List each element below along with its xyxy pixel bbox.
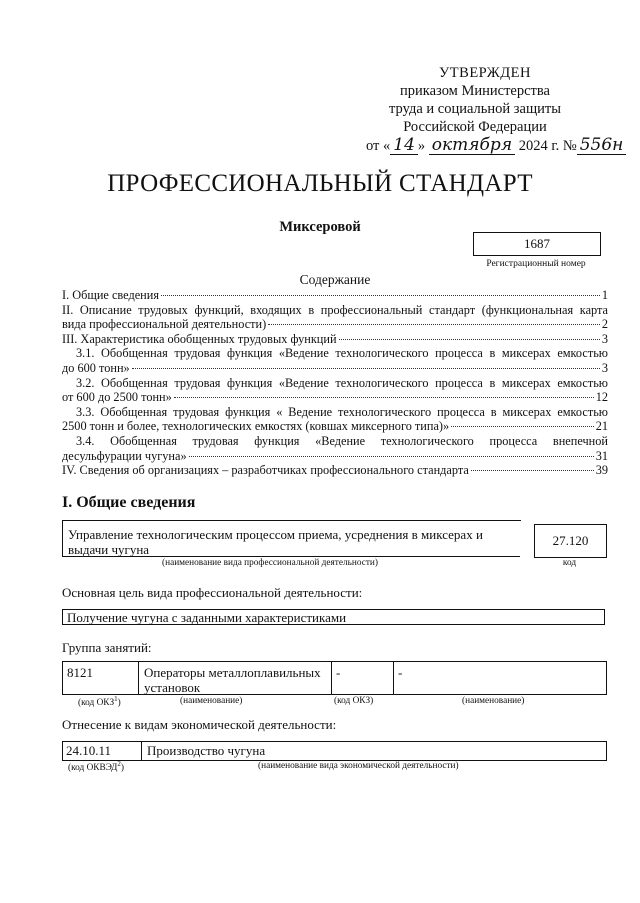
- okved-table: [62, 741, 607, 761]
- okz-code: 8121: [67, 665, 93, 680]
- activity-name-label: (наименование вида профессиональной деятельности): [162, 558, 378, 568]
- registration-number-label: Регистрационный номер: [486, 259, 586, 269]
- order-number: 556н: [577, 136, 627, 155]
- okz-name-label-2: (наименование): [462, 696, 525, 706]
- approval-date-line: [366, 136, 626, 155]
- okz-code-label: (код ОКЗ$^1$): [78, 695, 121, 709]
- activity-code-label: код: [562, 558, 577, 568]
- okz-name-2: -: [398, 665, 403, 680]
- okz-code-2: -: [336, 665, 341, 680]
- toc-item[interactable]: IV. Сведения об организациях – разработчиках профессионального стандарта 39: [62, 463, 608, 478]
- standard-name: Миксеровой: [279, 219, 361, 235]
- registration-number-box: 1687: [473, 232, 601, 256]
- date-mid: »: [417, 138, 426, 154]
- group-table: [62, 661, 607, 695]
- approval-line-3: Российской Федерации: [403, 119, 547, 135]
- date-day: 14: [390, 136, 418, 155]
- okved-label: Отнесение к видам экономической деятельности:: [62, 717, 337, 732]
- divider: [62, 556, 520, 557]
- contents-heading: Содержание: [299, 272, 371, 287]
- approval-line-1: приказом Министерства: [400, 83, 550, 99]
- document-title: ПРОФЕССИОНАЛЬНЫЙ СТАНДАРТ: [107, 170, 533, 197]
- toc-item[interactable]: II. Описание трудовых функций, входящих в профессиональный стандарт (функциональная карта вида профессиональной деятельности) 2: [62, 302, 608, 332]
- section-heading: I. Общие сведения: [62, 494, 196, 511]
- okz-name: Операторы металлоплавильных установок: [144, 665, 321, 695]
- okz-code-label-2: (код ОКЗ): [334, 696, 374, 706]
- table-of-contents: [62, 288, 608, 478]
- okved-code-label: (код ОКВЭД$^2$): [68, 760, 124, 774]
- activity-code: 27.120: [534, 524, 607, 558]
- okved-code: 24.10.11: [66, 743, 112, 758]
- toc-item[interactable]: 3.1. Обобщенная трудовая функция «Ведение технологического процесса в миксерах емкостью до 600 тонн» 3: [62, 346, 608, 375]
- toc-item[interactable]: I. Общие сведения 1: [62, 288, 608, 302]
- approval-title: УТВЕРЖДЕН: [439, 65, 531, 81]
- goal-label: Основная цель вида профессиональной деятельности:: [62, 585, 363, 600]
- toc-item[interactable]: 3.4. Обобщенная трудовая функция «Ведение технологического процесса внепечной десульфурации чугуна» 31: [62, 433, 608, 463]
- okved-name: Производство чугуна: [147, 743, 266, 758]
- group-label: Группа занятий:: [62, 640, 152, 655]
- approval-line-2: труда и социальной защиты: [389, 101, 561, 117]
- activity-name: Управление технологическим процессом приема, усреднения в миксерах и выдачи чугуна: [68, 527, 483, 557]
- date-month: октября: [429, 136, 515, 155]
- date-year: 2024 г. №: [518, 138, 577, 154]
- toc-item[interactable]: 3.2. Обобщенная трудовая функция «Ведение технологического процесса в миксерах емкостью от 600 до 2500 тонн» 12: [62, 375, 608, 405]
- approval-block: [370, 64, 580, 136]
- okved-name-label: (наименование вида экономической деятельности): [258, 761, 459, 771]
- goal-value: Получение чугуна с заданными характеристиками: [62, 609, 605, 625]
- okz-name-label: (наименование): [180, 696, 243, 706]
- toc-item[interactable]: III. Характеристика обобщенных трудовых функций 3: [62, 331, 608, 346]
- toc-item[interactable]: 3.3. Обобщенная трудовая функция « Ведение технологического процесса в миксерах емкостью 2500 тонн и более, технологических емкостях (ковшах миксерного типа)» 21: [62, 404, 608, 434]
- date-prefix: от «: [366, 138, 391, 154]
